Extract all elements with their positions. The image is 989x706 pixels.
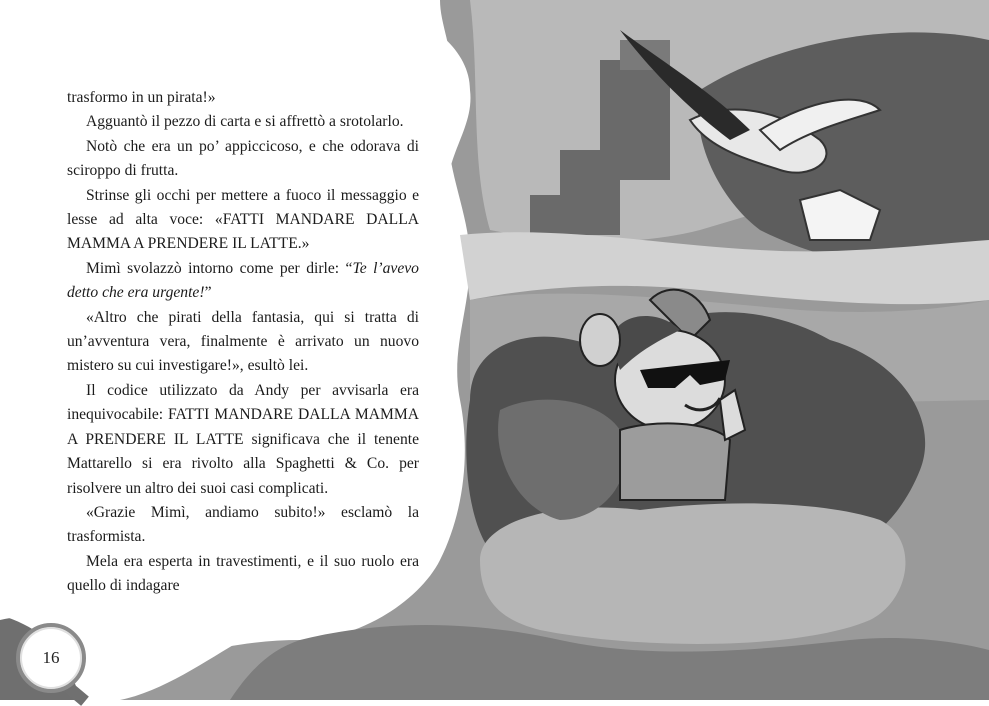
paragraph: Agguantò il pezzo di carta e si affrettò a srotolarlo. (86, 113, 404, 131)
quote-close: ” (204, 284, 212, 302)
paragraph: «Altro che pirati della fantasia, qui si tratta di un’avventura vera, finalmente è arrivato un nuovo mistero su cui investigare!», esultò lei. (67, 308, 419, 375)
paragraph: trasformo in un pirata!» (67, 89, 216, 106)
paragraph (67, 257, 419, 306)
paragraph: Il codice utilizzato da Andy per avvisarla era inequivocabile: FATTI MANDARE DALLA MAMMA A PRENDERE IL LATTE significava che il tenente Mattarello si era rivolto alla Spaghetti & Co. per risolvere un altro dei suoi casi complicati. (67, 381, 419, 497)
paragraph: Notò che era un po’ appiccicoso, e che odorava di sciroppo di frutta. (67, 137, 419, 180)
paragraph: Strinse gli occhi per mettere a fuoco il messaggio e lesse ad alta voce: «FATTI MANDARE DALLA MAMMA A PRENDERE IL LATTE.» (67, 186, 419, 253)
page-text (67, 86, 419, 599)
page-number-badge (16, 623, 86, 693)
quote-open: Mimì svolazzò intorno come per dirle: “ (86, 259, 353, 277)
page-number: 16 (42, 648, 60, 667)
paragraph: «Grazie Mimì, andiamo subito!» esclamò la trasformista. (67, 503, 419, 546)
paragraph: Mela era esperta in travestimenti, e il suo ruolo era quello di indagare (67, 552, 419, 595)
italic-quote: Te l’avevo detto che era urgente! (67, 259, 419, 302)
